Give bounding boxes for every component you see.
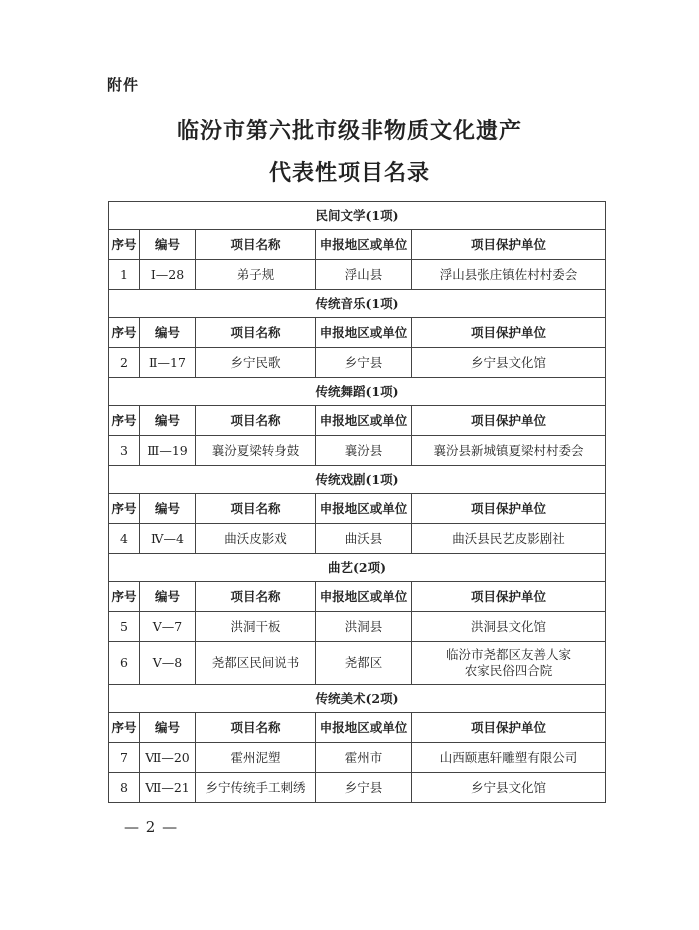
header-unit: 项目保护单位 [412,582,606,612]
table-row [109,260,606,290]
header-seq: 序号 [109,406,140,436]
header-seq: 序号 [109,494,140,524]
unit-cell: 洪洞县文化馆 [412,612,606,642]
header-region: 申报地区或单位 [316,230,412,260]
header-unit: 项目保护单位 [412,494,606,524]
name-cell: 霍州泥塑 [196,743,316,773]
region-cell: 浮山县 [316,260,412,290]
unit-cell: 乡宁县文化馆 [412,348,606,378]
name-cell: 襄汾夏梁转身鼓 [196,436,316,466]
header-row [109,713,606,743]
header-region: 申报地区或单位 [316,582,412,612]
seq-cell: 2 [109,348,140,378]
header-name: 项目名称 [196,582,316,612]
header-name: 项目名称 [196,494,316,524]
header-row [109,318,606,348]
code-cell: Ⅴ—7 [140,612,196,642]
header-unit: 项目保护单位 [412,318,606,348]
code-cell: Ⅴ—8 [140,642,196,685]
header-code: 编号 [140,406,196,436]
header-region: 申报地区或单位 [316,713,412,743]
region-cell: 襄汾县 [316,436,412,466]
header-seq: 序号 [109,318,140,348]
header-name: 项目名称 [196,230,316,260]
unit-cell: 乡宁县文化馆 [412,773,606,803]
table-row [109,436,606,466]
name-cell: 尧都区民间说书 [196,642,316,685]
document-title-line2: 代表性项目名录 [268,160,430,186]
unit-line-1: 临汾市尧都区友善人家 [446,647,572,662]
category-title: 传统舞蹈(1项) [109,378,606,406]
category-row [109,202,606,230]
attachment-label: 附件 [107,76,140,94]
code-cell: Ⅶ—20 [140,743,196,773]
unit-cell [412,642,606,685]
region-cell: 乡宁县 [316,773,412,803]
seq-cell: 1 [109,260,140,290]
category-row [109,466,606,494]
name-cell: 弟子规 [196,260,316,290]
code-cell: Ⅶ—21 [140,773,196,803]
header-code: 编号 [140,494,196,524]
header-name: 项目名称 [196,406,316,436]
header-row [109,494,606,524]
category-row [109,378,606,406]
header-region: 申报地区或单位 [316,318,412,348]
header-seq: 序号 [109,230,140,260]
name-cell: 洪洞干板 [196,612,316,642]
category-title: 传统音乐(1项) [109,290,606,318]
heritage-list-table [108,201,606,803]
document-title-line1: 临汾市第六批市级非物质文化遗产 [176,118,522,144]
region-cell: 乡宁县 [316,348,412,378]
category-title: 曲艺(2项) [109,554,606,582]
header-code: 编号 [140,318,196,348]
header-seq: 序号 [109,582,140,612]
header-unit: 项目保护单位 [412,406,606,436]
table-row [109,524,606,554]
code-cell: Ⅰ—28 [140,260,196,290]
header-seq: 序号 [109,713,140,743]
header-unit: 项目保护单位 [412,713,606,743]
seq-cell: 8 [109,773,140,803]
region-cell: 尧都区 [316,642,412,685]
category-row [109,685,606,713]
table-row [109,612,606,642]
name-cell: 乡宁民歌 [196,348,316,378]
category-row [109,554,606,582]
table-row [109,743,606,773]
unit-cell: 浮山县张庄镇佐村村委会 [412,260,606,290]
code-cell: Ⅳ—4 [140,524,196,554]
category-title: 民间文学(1项) [109,202,606,230]
region-cell: 曲沃县 [316,524,412,554]
code-cell: Ⅱ—17 [140,348,196,378]
page-number: — 2 — [124,818,179,836]
header-row [109,230,606,260]
unit-cell: 曲沃县民艺皮影剧社 [412,524,606,554]
header-region: 申报地区或单位 [316,406,412,436]
header-row [109,582,606,612]
name-cell: 乡宁传统手工刺绣 [196,773,316,803]
table-row [109,773,606,803]
region-cell: 霍州市 [316,743,412,773]
header-name: 项目名称 [196,318,316,348]
seq-cell: 3 [109,436,140,466]
header-region: 申报地区或单位 [316,494,412,524]
unit-cell: 山西颐惠轩雕塑有限公司 [412,743,606,773]
header-unit: 项目保护单位 [412,230,606,260]
name-cell: 曲沃皮影戏 [196,524,316,554]
header-code: 编号 [140,230,196,260]
seq-cell: 4 [109,524,140,554]
category-row [109,290,606,318]
table-row [109,642,606,685]
table-row [109,348,606,378]
category-title: 传统戏剧(1项) [109,466,606,494]
seq-cell: 6 [109,642,140,685]
seq-cell: 5 [109,612,140,642]
code-cell: Ⅲ—19 [140,436,196,466]
header-row [109,406,606,436]
unit-line-2: 农家民俗四合院 [464,663,553,678]
region-cell: 洪洞县 [316,612,412,642]
seq-cell: 7 [109,743,140,773]
header-code: 编号 [140,713,196,743]
header-code: 编号 [140,582,196,612]
category-title: 传统美术(2项) [109,685,606,713]
unit-cell: 襄汾县新城镇夏梁村村委会 [412,436,606,466]
header-name: 项目名称 [196,713,316,743]
